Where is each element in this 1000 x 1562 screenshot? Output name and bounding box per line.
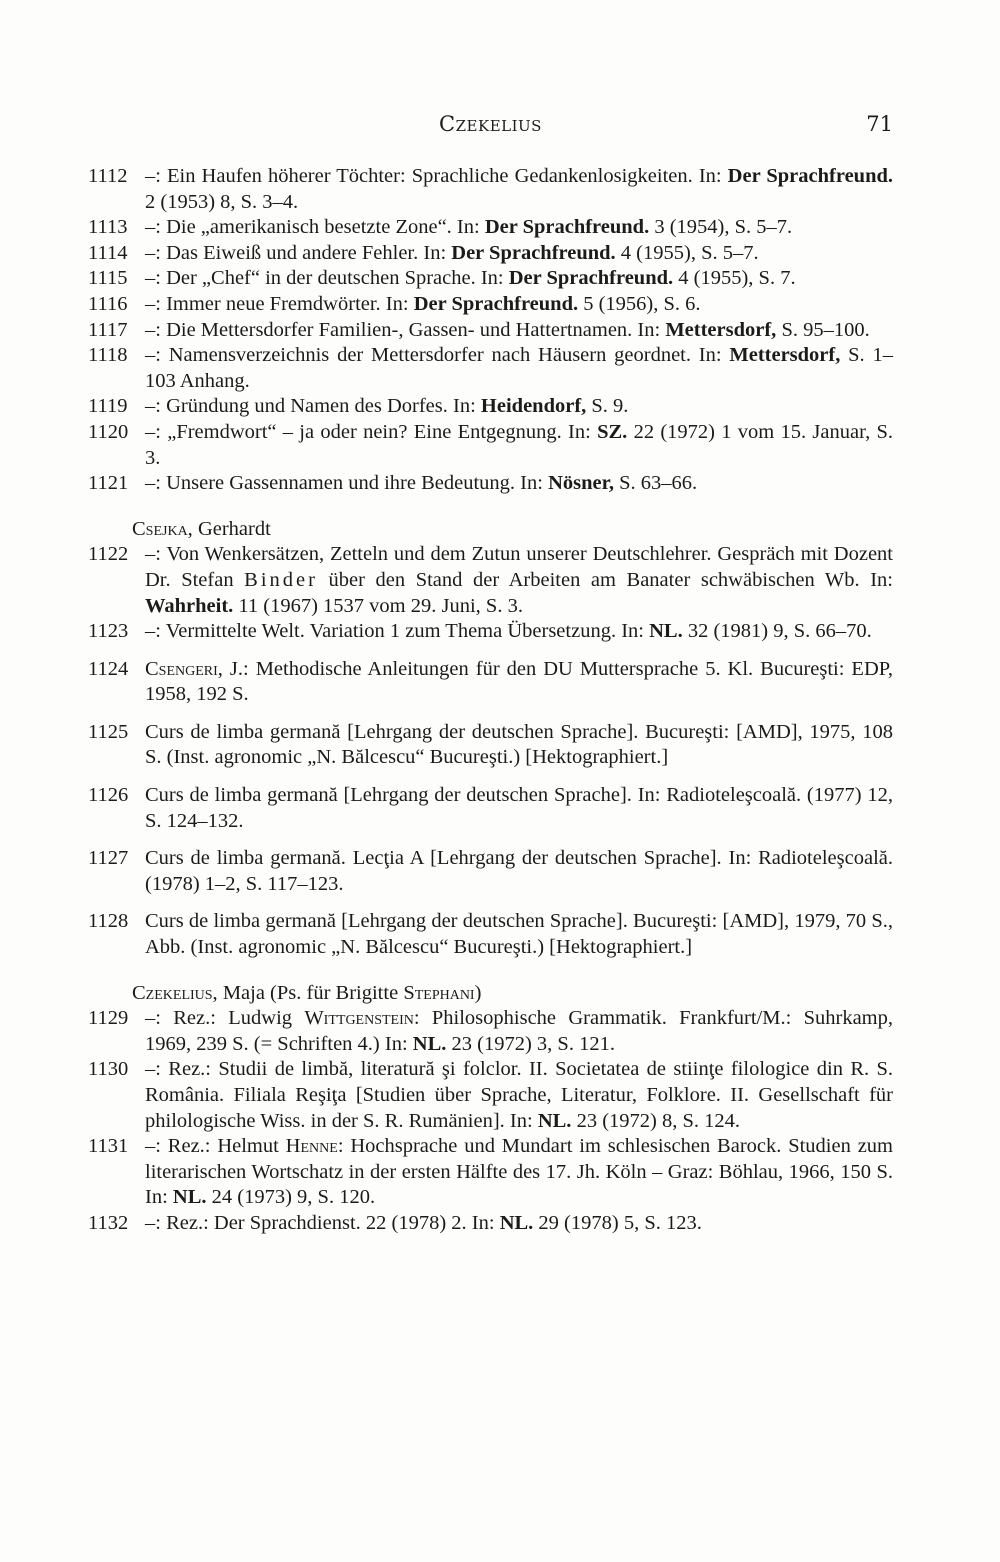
entry-number: 1122	[88, 543, 129, 566]
bibliography-entry	[88, 657, 893, 708]
person-name: Stephani	[403, 981, 475, 1004]
entry-text: –: Von Wenkersätzen, Zetteln und dem Zutun unserer Deutschlehrer. Gespräch mit Dozent Dr. Stefan	[145, 543, 893, 591]
bibliography-entry	[88, 318, 893, 344]
person-name: Czekelius,	[132, 981, 218, 1004]
bibliography-entry	[88, 909, 893, 960]
entry-text: S. 63–66.	[613, 472, 698, 495]
author-heading	[132, 517, 893, 543]
source-title: Der Sprachfreund.	[508, 267, 674, 290]
source-title: Der Sprachfreund.	[484, 216, 650, 239]
bibliography-entry	[88, 266, 893, 292]
bibliography-entry	[88, 394, 893, 420]
entry-text: 24 (1973) 9, S. 120.	[206, 1186, 376, 1209]
entry-text: Curs de limba germană [Lehrgang der deutschen Sprache]. Bucureşti: [AMD], 1975, 108 S. (Inst. agronomic „N. Bălcescu“ Bucureşti.) [Hektographiert.]	[145, 720, 893, 769]
entry-text: S. 95–100.	[776, 318, 870, 341]
source-title: Nösner,	[548, 472, 614, 495]
person-name: Wittgenstein	[304, 1007, 414, 1030]
entry-text: Curs de limba germană [Lehrgang der deutschen Sprache]. In: Radioteleşcoală. (1977) 12, S. 124–132.	[145, 784, 893, 832]
entry-number: 1125	[88, 720, 129, 743]
entry-number: 1132	[88, 1211, 129, 1234]
source-title: Mettersdorf,	[665, 318, 777, 341]
source-title: NL.	[412, 1032, 447, 1055]
entry-number: 1118	[88, 344, 128, 367]
bibliography-entry	[88, 783, 893, 834]
entry-text: –: Ein Haufen höherer Töchter: Sprachliche Gedankenlosigkeiten. In:	[145, 165, 728, 187]
entry-text: Curs de limba germană [Lehrgang der deutschen Sprache]. Bucureşti: [AMD], 1979, 70 S., Abb. (Inst. agronomic „N. Bălcescu“ Bucureşti.) [Hektographiert.]	[145, 910, 893, 959]
entry-text: 2 (1953) 8, S. 3–4.	[145, 190, 299, 213]
entry-number: 1116	[88, 292, 128, 315]
entry-number: 1117	[88, 318, 128, 341]
source-title: Der Sprachfreund.	[727, 165, 894, 187]
entry-text: )	[474, 981, 482, 1004]
entry-text: Gerhardt	[192, 517, 271, 540]
bibliography-entry	[88, 343, 893, 394]
entry-text: –: Vermittelte Welt. Variation 1 zum Thema Übersetzung. In:	[145, 620, 650, 643]
bibliography-entry	[88, 542, 893, 619]
entry-number: 1119	[88, 395, 128, 418]
entry-number: 1114	[88, 241, 128, 264]
bibliography-entry	[88, 619, 893, 645]
bibliography-entry	[88, 720, 893, 771]
entry-text: 23 (1972) 3, S. 121.	[446, 1032, 615, 1055]
entry-text: 5 (1956), S. 6.	[578, 292, 701, 315]
bibliography-entry	[88, 1057, 893, 1134]
running-head: Czekelius	[439, 112, 542, 136]
entry-text: 4 (1955), S. 7.	[673, 267, 796, 290]
person-name: Henne	[285, 1135, 338, 1158]
entry-number: 1130	[88, 1058, 129, 1081]
source-title: NL.	[172, 1186, 207, 1209]
entry-text: –: Die Mettersdorfer Familien-, Gassen- und Hattertnamen. In:	[145, 318, 666, 341]
bibliography-entry	[88, 241, 893, 267]
entry-text: : Philosophische Grammatik. Frankfurt/M.: Suhrkamp, 1969, 239 S. (= Schriften 4.) In:	[145, 1007, 893, 1055]
entry-text: 4 (1955), S. 5–7.	[615, 241, 759, 264]
entry-number: 1128	[88, 910, 129, 933]
entry-text: –: Rez.: Der Sprachdienst. 22 (1978) 2. In:	[145, 1211, 500, 1234]
bibliography-list	[88, 164, 893, 1237]
bibliography-entry	[88, 1006, 893, 1057]
entry-text: –: Der „Chef“ in der deutschen Sprache. In:	[145, 267, 509, 290]
entry-text: 23 (1972) 8, S. 124.	[571, 1109, 740, 1132]
entry-text: : Hochsprache und Mundart im schlesischen Barock. Studien zum literarischen Wortschatz in der ersten Hälfte des 17. Jh. Köln – Graz: Böhlau, 1966, 150 S. In:	[145, 1135, 893, 1209]
entry-text: 11 (1967) 1537 vom 29. Juni, S. 3.	[233, 594, 523, 617]
entry-text: S. 9.	[586, 395, 629, 418]
entry-number: 1126	[88, 784, 129, 807]
entry-text: –: Immer neue Fremdwörter. In:	[145, 292, 414, 315]
entry-number: 1123	[88, 620, 129, 643]
page-number: 71	[866, 112, 893, 136]
entry-text: 22 (1972) 1 vom 15. Januar, S. 3.	[145, 420, 894, 469]
bibliography-entry	[88, 1134, 893, 1211]
entry-text: 29 (1978) 5, S. 123.	[533, 1211, 702, 1234]
entry-number: 1124	[88, 657, 129, 680]
entry-text: 32 (1981) 9, S. 66–70.	[682, 620, 872, 643]
entry-text: 3 (1954), S. 5–7.	[649, 216, 793, 239]
entry-number: 1127	[88, 847, 129, 870]
source-title: Der Sprachfreund.	[451, 241, 616, 264]
source-title: NL.	[649, 620, 683, 643]
source-title: Heidendorf,	[480, 395, 587, 418]
entry-number: 1120	[88, 420, 129, 443]
entry-text: –: Rez.: Helmut	[145, 1135, 286, 1158]
bibliography-entry	[88, 1211, 893, 1237]
entry-number: 1113	[88, 216, 128, 239]
entry-number: 1129	[88, 1007, 129, 1030]
source-title: Wahrheit.	[145, 594, 234, 617]
entry-text: –: Das Eiweiß und andere Fehler. In:	[145, 241, 452, 264]
source-title: SZ.	[597, 420, 628, 443]
person-name: Csengeri,	[145, 657, 223, 680]
source-title: NL.	[537, 1109, 572, 1132]
bibliography-entry	[88, 846, 893, 897]
entry-number: 1112	[88, 165, 128, 187]
entry-text: J.: Methodische Anleitungen für den DU Muttersprache 5. Kl. Bucureşti: EDP, 1958, 192 S.	[145, 657, 893, 706]
entry-text: über den Stand der Arbeiten am Banater schwäbischen Wb. In:	[317, 568, 893, 591]
bibliography-entry	[88, 164, 893, 215]
entry-text: –: Rez.: Ludwig	[145, 1007, 305, 1030]
source-title: Der Sprachfreund.	[413, 292, 579, 315]
person-name: Csejka,	[132, 517, 193, 540]
entry-number: 1131	[88, 1135, 129, 1158]
entry-text: –: „Fremdwort“ – ja oder nein? Eine Entgegnung. In:	[145, 420, 598, 443]
entry-text: Binder	[244, 568, 318, 591]
entry-text: Maja (Ps. für Brigitte	[217, 981, 404, 1004]
bibliography-entry	[88, 420, 893, 471]
entry-number: 1115	[88, 267, 128, 290]
entry-text: Curs de limba germană. Lecţia A [Lehrgang der deutschen Sprache]. In: Radioteleşcoală. (1978) 1–2, S. 117–123.	[145, 847, 893, 895]
page-header	[88, 112, 893, 146]
entry-text: –: Namensverzeichnis der Mettersdorfer nach Häusern geordnet. In:	[145, 344, 730, 367]
bibliography-entry	[88, 471, 893, 497]
entry-text: –: Gründung und Namen des Dorfes. In:	[145, 395, 481, 418]
entry-number: 1121	[88, 472, 129, 495]
entry-text: –: Die „amerikanisch besetzte Zone“. In:	[145, 216, 485, 239]
entry-text: –: Unsere Gassennamen und ihre Bedeutung. In:	[145, 472, 549, 495]
source-title: NL.	[499, 1211, 534, 1234]
source-title: Mettersdorf,	[729, 344, 841, 367]
author-heading	[132, 981, 893, 1007]
bibliography-entry	[88, 292, 893, 318]
entry-text: –: Rez.: Studii de limbă, literatură şi folclor. II. Societatea de stiinţe filologice din R. S. România. Filiala Reşiţa [Studien über Sprache, Literatur, Folklore. II. Gesellschaft für philologische Wiss. in der S. R. Rumänien]. In:	[145, 1058, 893, 1132]
entry-text: S. 1–103 Anhang.	[145, 344, 893, 392]
bibliography-entry	[88, 215, 893, 241]
